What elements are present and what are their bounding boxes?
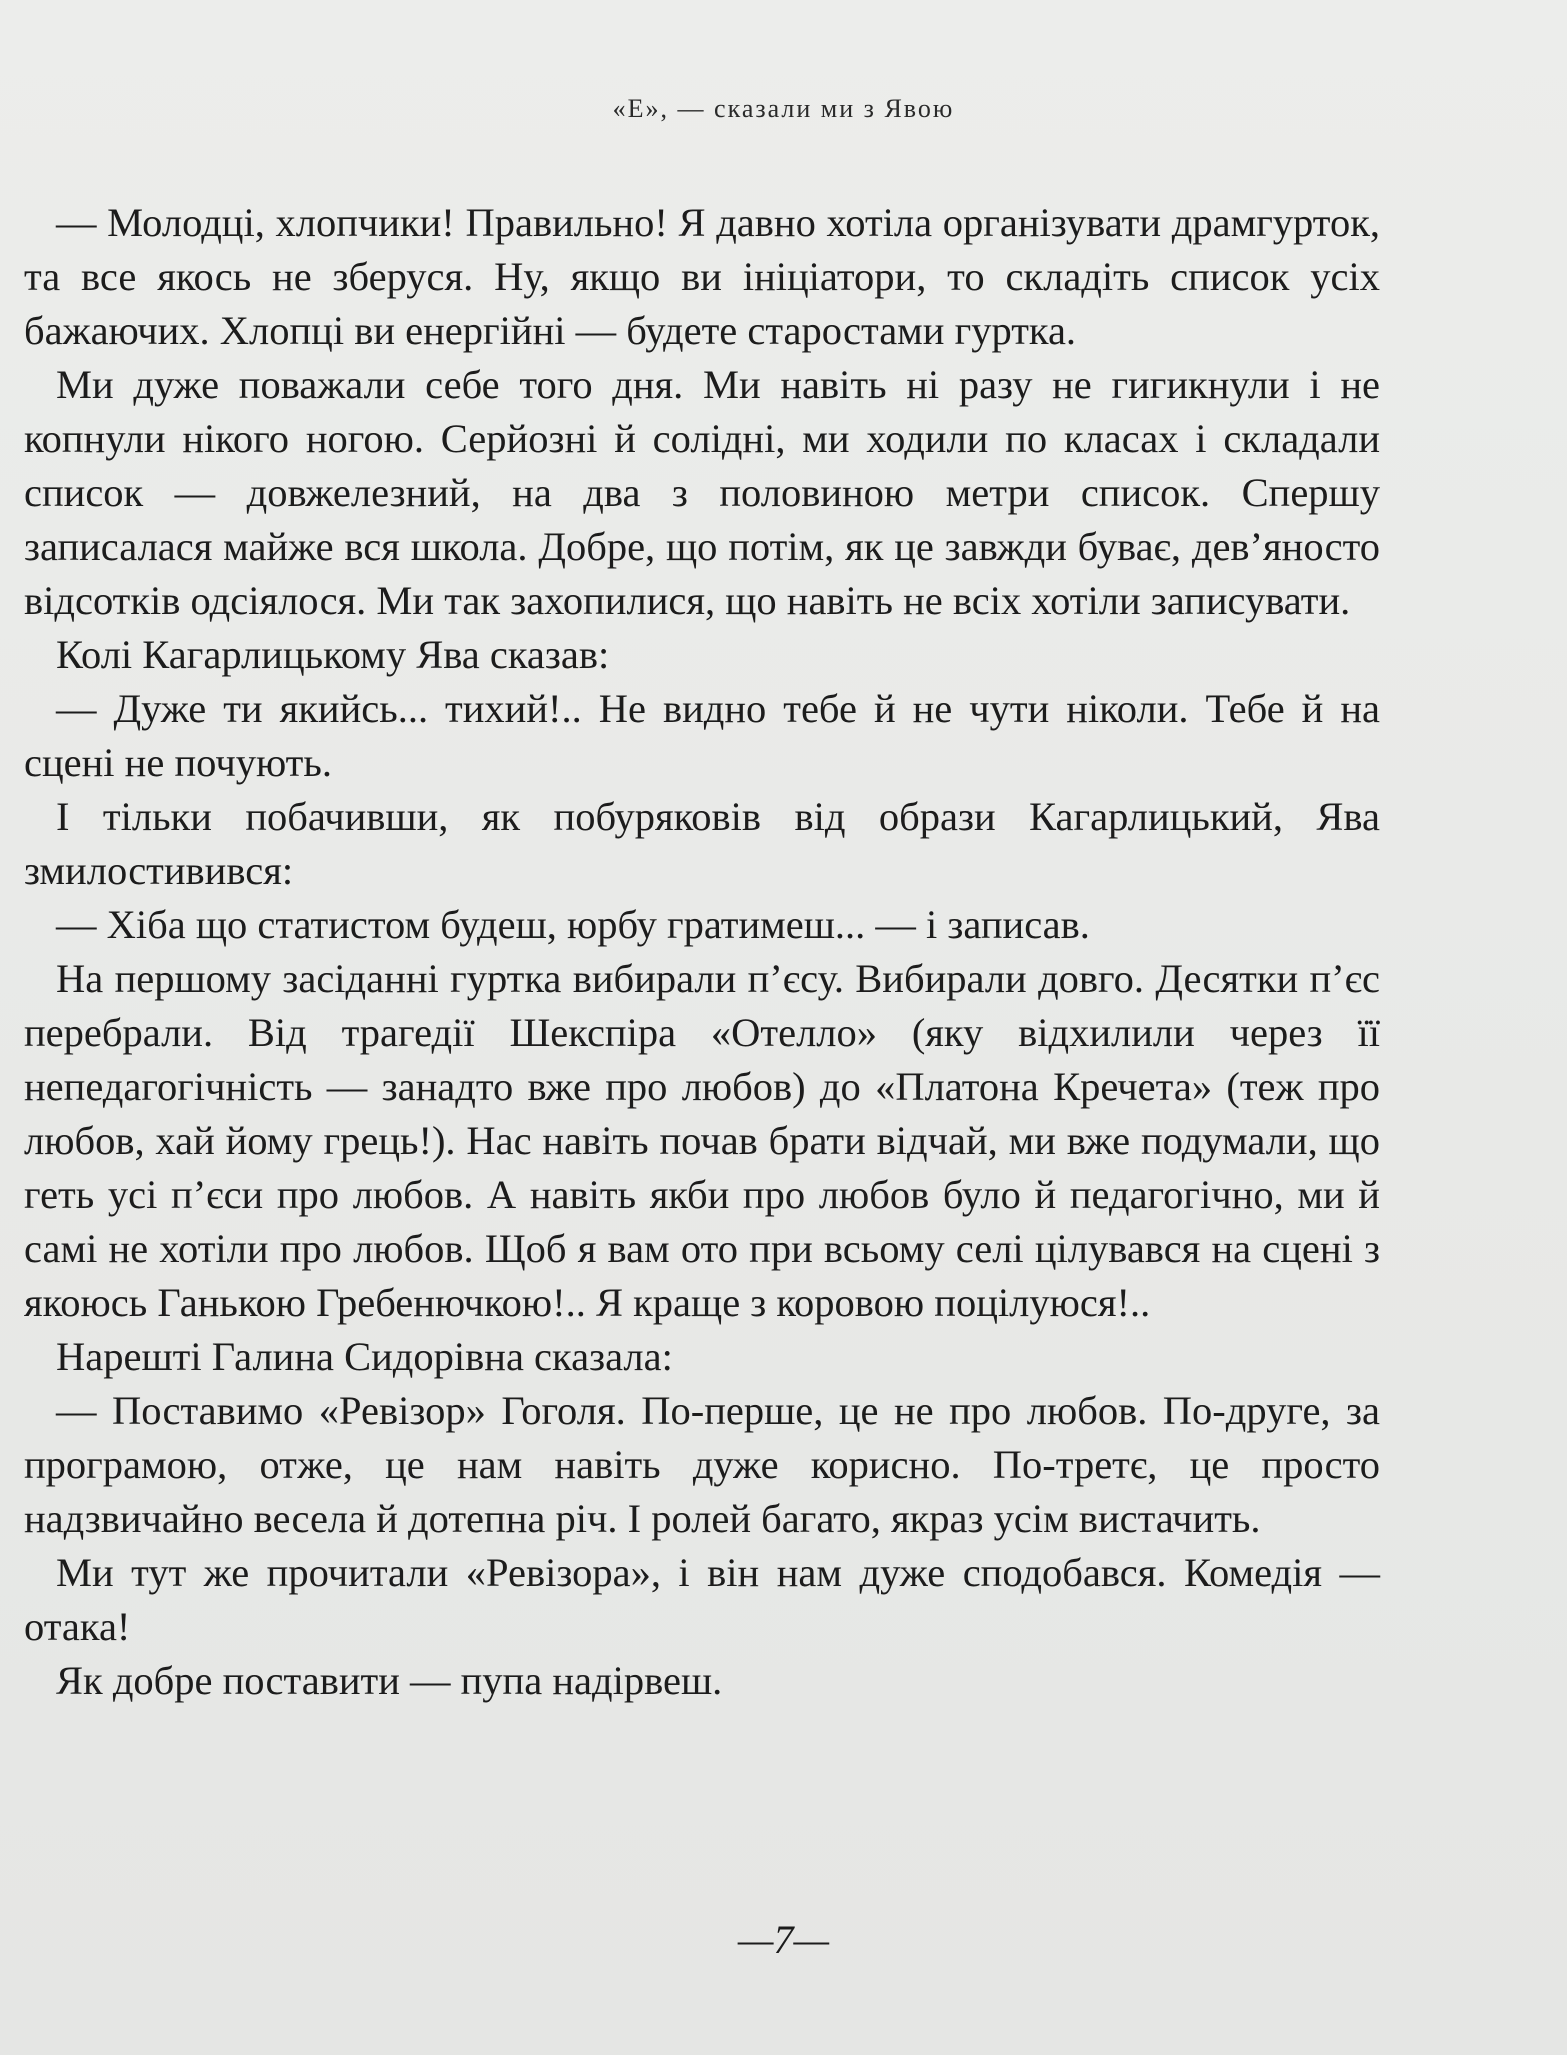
page-number: —7— — [737, 1917, 830, 1962]
paragraph: — Поставимо «Ревізор» Гоголя. По-перше, це не про любов. По-друге, за програмою, отже, це нам навіть дуже корисно. По-третє, це просто надзвичайно весела й дотепна річ. І ролей багато, якраз усім вистачить. — [24, 1388, 1380, 1541]
running-head: «Е», — сказали ми з Явою — [612, 94, 955, 123]
paragraph: Ми тут же прочитали «Ревізора», і він нам дуже сподобався. Комедія — отака! — [24, 1550, 1380, 1649]
paragraph: Як добре поставити — пупа надірвеш. — [56, 1658, 723, 1703]
paragraph: — Дуже ти якийсь... тихий!.. Не видно тебе й не чути ніколи. Тебе й на сцені не почують. — [24, 686, 1380, 785]
body-text — [24, 196, 1380, 1708]
paragraph: І тільки побачивши, як побуряковів від образи Кагарлицький, Ява змилостивився: — [24, 794, 1380, 893]
paragraph: — Молодці, хлопчики! Правильно! Я давно хотіла організувати драмгурток, та все якось не зберуся. Ну, якщо ви ініціатори, то складіть список усіх бажаючих. Хлопці ви енергійні — будете старостами гуртка. — [24, 200, 1380, 353]
paragraph: На першому засіданні гуртка вибирали п’єсу. Вибирали довго. Десятки п’єс перебрали. Від трагедії Шекспіра «Отелло» (яку відхилили через її непедагогічність — занадто вже про любов) до «Платона Кречета» (теж про любов, хай йому грець!). Нас навіть почав брати відчай, ми вже подумали, що геть усі п’єси про любов. А навіть якби про любов було й педагогічно, ми й самі не хотіли про любов. Щоб я вам ото при всьому селі цілувався на сцені з якоюсь Ганькою Гребенючкою!.. Я краще з коровою поцілуюся!.. — [24, 956, 1380, 1325]
paragraph: Ми дуже поважали себе того дня. Ми навіть ні разу не гигикнули і не копнули нікого ногою. Серйозні й солідні, ми ходили по класах і складали список — довжелезний, на два з половиною метри список. Спершу записалася майже вся школа. Добре, що потім, як це завжди буває, дев’яносто відсотків одсіялося. Ми так захопилися, що навіть не всіх хотіли записувати. — [24, 362, 1380, 623]
paragraph: Нарешті Галина Сидорівна сказала: — [56, 1334, 673, 1379]
paragraph: Колі Кагарлицькому Ява сказав: — [56, 632, 610, 677]
paragraph: — Хіба що статистом будеш, юрбу гратимеш... — і записав. — [56, 902, 1090, 947]
